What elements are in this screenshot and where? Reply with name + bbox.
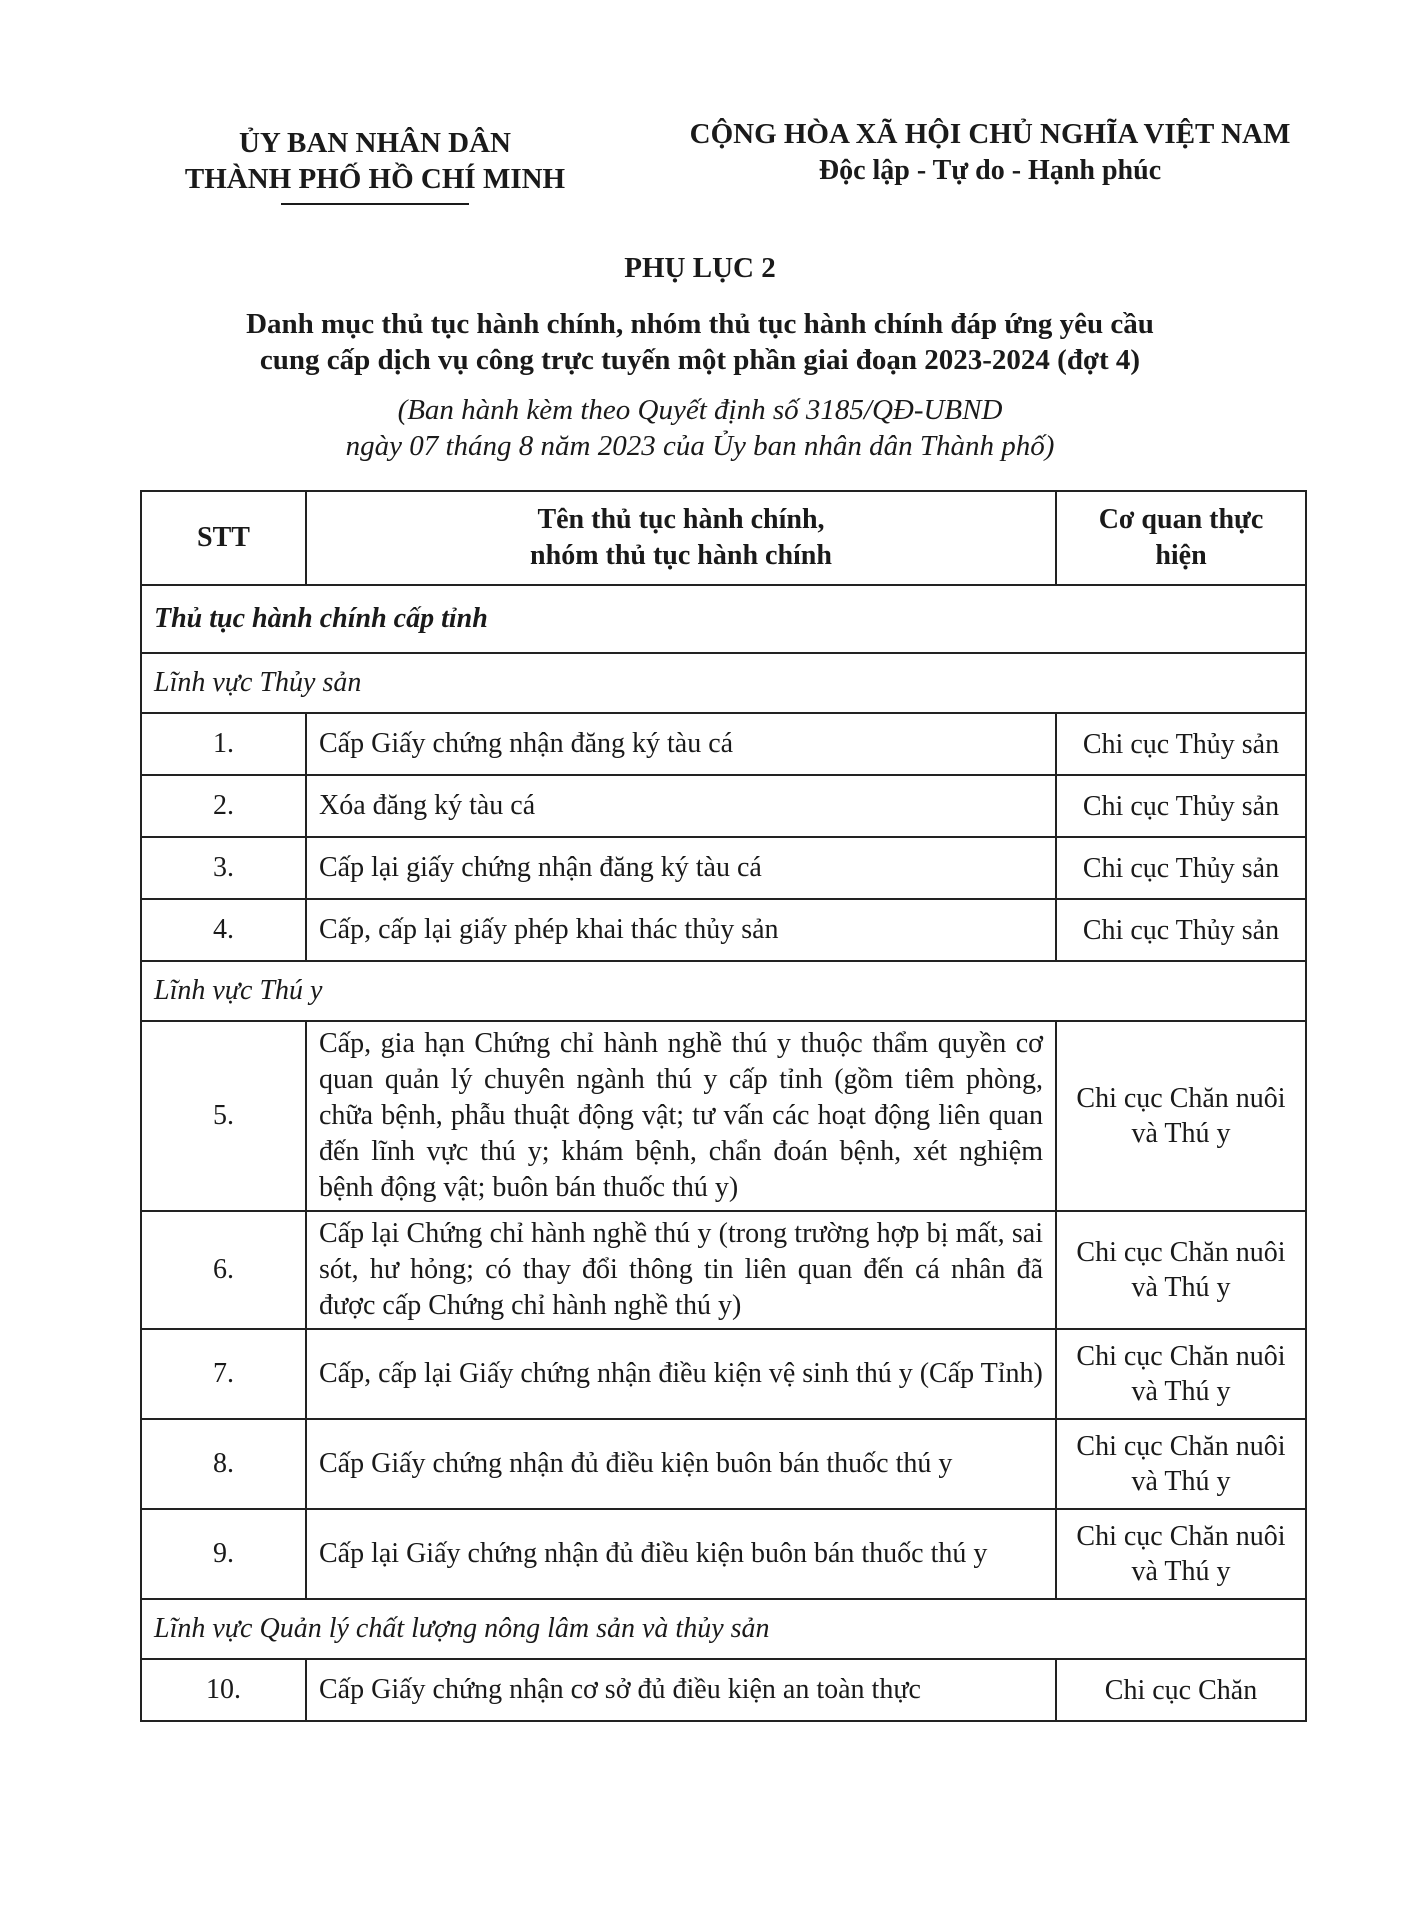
row-stt: 1.	[141, 713, 306, 775]
table-row	[141, 1329, 1306, 1419]
row-procedure-name: Cấp Giấy chứng nhận cơ sở đủ điều kiện an toàn thực	[306, 1659, 1056, 1721]
row-stt: 7.	[141, 1329, 306, 1419]
field-veterinary: Lĩnh vực Thú y	[141, 961, 1306, 1021]
row-stt: 2.	[141, 775, 306, 837]
row-agency: Chi cục Thủy sản	[1056, 713, 1306, 775]
table-row	[141, 837, 1306, 899]
row-stt: 3.	[141, 837, 306, 899]
header-agency	[1056, 491, 1306, 585]
header-procedure-name	[306, 491, 1056, 585]
header-stt: STT	[141, 491, 306, 585]
field-quality-management: Lĩnh vực Quản lý chất lượng nông lâm sản và thủy sản	[141, 1599, 1306, 1659]
procedures-table	[140, 490, 1307, 1722]
table-row	[141, 899, 1306, 961]
row-procedure-name: Cấp Giấy chứng nhận đăng ký tàu cá	[306, 713, 1056, 775]
table-row	[141, 1211, 1306, 1329]
table-row	[141, 1419, 1306, 1509]
row-stt: 6.	[141, 1211, 306, 1329]
row-stt: 5.	[141, 1021, 306, 1211]
row-procedure-name: Cấp Giấy chứng nhận đủ điều kiện buôn bán thuốc thú y	[306, 1419, 1056, 1509]
table-row	[141, 713, 1306, 775]
row-agency: Chi cục Chăn nuôi và Thú y	[1056, 1509, 1306, 1599]
table-row	[141, 1509, 1306, 1599]
row-procedure-name: Cấp lại Chứng chỉ hành nghề thú y (trong trường hợp bị mất, sai sót, hư hỏng; có thay đổi thông tin liên quan đến cá nhân đã được cấp Chứng chỉ hành nghề thú y)	[306, 1211, 1056, 1329]
motto: Độc lập - Tự do - Hạnh phúc	[818, 155, 1162, 186]
table-header-row	[141, 491, 1306, 585]
subject-line-1: Danh mục thủ tục hành chính, nhóm thủ tục hành chính đáp ứng yêu cầu	[246, 308, 1154, 340]
row-stt: 10.	[141, 1659, 306, 1721]
row-agency: Chi cục Chăn nuôi và Thú y	[1056, 1329, 1306, 1419]
header-name-line-2: nhóm thủ tục hành chính	[530, 540, 832, 571]
issuance-line-1: (Ban hành kèm theo Quyết định số 3185/QĐ-UBND	[397, 394, 1003, 426]
row-agency: Chi cục Thủy sản	[1056, 837, 1306, 899]
document-subject	[140, 306, 1260, 378]
field-fisheries: Lĩnh vực Thủy sản	[141, 653, 1306, 713]
row-procedure-name: Cấp lại Giấy chứng nhận đủ điều kiện buôn bán thuốc thú y	[306, 1509, 1056, 1599]
authority-line-2: THÀNH PHỐ HỒ CHÍ MINH	[184, 163, 566, 195]
row-agency: Chi cục Chăn nuôi và Thú y	[1056, 1419, 1306, 1509]
issuance-line-2: ngày 07 tháng 8 năm 2023 của Ủy ban nhân dân Thành phố)	[345, 430, 1055, 462]
row-agency: Chi cục Chăn	[1056, 1659, 1306, 1721]
appendix-title: PHỤ LỤC 2	[624, 252, 776, 284]
authority-underline	[281, 203, 469, 205]
table-row	[141, 1659, 1306, 1721]
subject-line-2: cung cấp dịch vụ công trực tuyến một phần giai đoạn 2023-2024 (đợt 4)	[259, 344, 1141, 376]
field-row	[141, 961, 1306, 1021]
national-motto	[630, 115, 1350, 189]
row-procedure-name: Cấp lại giấy chứng nhận đăng ký tàu cá	[306, 837, 1056, 899]
row-stt: 9.	[141, 1509, 306, 1599]
row-procedure-name: Cấp, cấp lại giấy phép khai thác thủy sản	[306, 899, 1056, 961]
row-stt: 8.	[141, 1419, 306, 1509]
authority-line-1: ỦY BAN NHÂN DÂN	[238, 127, 511, 159]
row-agency: Chi cục Thủy sản	[1056, 899, 1306, 961]
row-agency: Chi cục Thủy sản	[1056, 775, 1306, 837]
row-agency: Chi cục Chăn nuôi và Thú y	[1056, 1021, 1306, 1211]
section-row	[141, 585, 1306, 653]
row-procedure-name: Cấp, gia hạn Chứng chỉ hành nghề thú y thuộc thẩm quyền cơ quan quản lý chuyên ngành thú y cấp tỉnh (gồm tiêm phòng, chữa bệnh, phẫu thuật động vật; tư vấn các hoạt động liên quan đến lĩnh vực thú y; khám bệnh, chẩn đoán bệnh, xét nghiệm bệnh động vật; buôn bán thuốc thú y)	[306, 1021, 1056, 1211]
header-name-line-1: Tên thủ tục hành chính,	[537, 504, 825, 535]
section-title: Thủ tục hành chính cấp tỉnh	[141, 585, 1306, 653]
table-row	[141, 775, 1306, 837]
row-agency: Chi cục Chăn nuôi và Thú y	[1056, 1211, 1306, 1329]
row-procedure-name: Cấp, cấp lại Giấy chứng nhận điều kiện vệ sinh thú y (Cấp Tỉnh)	[306, 1329, 1056, 1419]
table-row	[141, 1021, 1306, 1211]
issuance-note	[140, 392, 1260, 464]
header-agency-line-2: hiện	[1155, 540, 1207, 571]
header-agency-line-1: Cơ quan thực	[1098, 504, 1264, 535]
nation-name: CỘNG HÒA XÃ HỘI CHỦ NGHĨA VIỆT NAM	[689, 118, 1291, 150]
field-row	[141, 1599, 1306, 1659]
row-stt: 4.	[141, 899, 306, 961]
field-row	[141, 653, 1306, 713]
document-title-block	[140, 250, 1260, 464]
row-procedure-name: Xóa đăng ký tàu cá	[306, 775, 1056, 837]
issuing-authority	[140, 125, 610, 205]
